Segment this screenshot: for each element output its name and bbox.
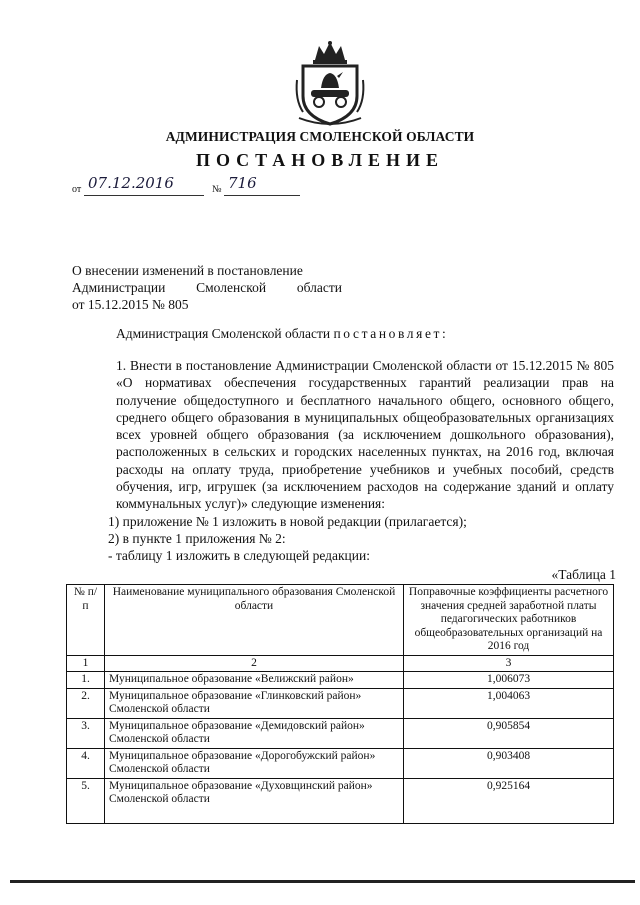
subject-line-1: О внесении изменений в постановление bbox=[72, 263, 303, 278]
organization-title: АДМИНИСТРАЦИЯ СМОЛЕНСКОЙ ОБЛАСТИ bbox=[165, 129, 475, 144]
table-row bbox=[67, 748, 614, 778]
row-num: 4. bbox=[67, 748, 105, 778]
date-value-handwritten: 07.12.2016 bbox=[88, 174, 174, 192]
number-prefix: № bbox=[212, 184, 222, 195]
subject-word: Администрации bbox=[72, 280, 166, 295]
row-value: 0,925164 bbox=[404, 778, 614, 823]
date-underline bbox=[84, 195, 204, 196]
table-row bbox=[67, 778, 614, 823]
row-value: 0,903408 bbox=[404, 748, 614, 778]
row-name: Муниципальное образование «Дорогобужский район» Смоленской области bbox=[105, 748, 404, 778]
header-name: Наименование муниципального образования Смоленской области bbox=[105, 585, 404, 656]
table-row bbox=[67, 672, 614, 689]
row-value: 1,006073 bbox=[404, 672, 614, 689]
col-number: 2 bbox=[105, 655, 404, 672]
item-3: - таблицу 1 изложить в следующей редакции: bbox=[108, 548, 370, 564]
decree-line bbox=[116, 326, 448, 342]
row-num: 2. bbox=[67, 688, 105, 718]
coat-of-arms-emblem bbox=[293, 40, 367, 126]
document-type-title: ПОСТАНОВЛЕНИЕ bbox=[195, 150, 445, 170]
table-caption: «Таблица 1 bbox=[551, 567, 616, 582]
subject-block bbox=[72, 262, 342, 313]
date-prefix: от bbox=[72, 184, 82, 195]
body-text bbox=[72, 357, 614, 565]
row-name: Муниципальное образование «Демидовский район» Смоленской области bbox=[105, 718, 404, 748]
subject-word: области bbox=[296, 280, 342, 295]
coefficients-table bbox=[66, 584, 614, 824]
row-num: 1. bbox=[67, 672, 105, 689]
table-header-row bbox=[67, 585, 614, 656]
decree-verb: постановляет: bbox=[333, 326, 449, 341]
item-2: 2) в пункте 1 приложения № 2: bbox=[108, 530, 286, 546]
row-num: 5. bbox=[67, 778, 105, 823]
item-1: 1) приложение № 1 изложить в новой редакции (прилагается); bbox=[108, 513, 467, 529]
row-value: 0,905854 bbox=[404, 718, 614, 748]
col-number: 3 bbox=[404, 655, 614, 672]
scan-bottom-edge bbox=[10, 880, 635, 883]
col-number: 1 bbox=[67, 655, 105, 672]
row-name: Муниципальное образование «Духовщинский район» Смоленской области bbox=[105, 778, 404, 823]
subject-line-2 bbox=[72, 279, 342, 296]
row-num: 3. bbox=[67, 718, 105, 748]
paragraph-1: 1. Внести в постановление Администрации Смоленской области от 15.12.2015 № 805 «О нормативах обеспечения государственных гарантий реализации прав на получение общедоступного и бесплатного начального общего, основного общего, среднего общего образования в муниципальных общеобразовательных организациях всех уровней общего образования (за исключением дошкольного образования), расположенных в сельских и городских населенных пунктах, на 2016 год, включая расходы на оплату труда, приобретение учебников и учебных пособий, средств обучения, игр, игрушек (за исключением расходов на содержание зданий и оплату коммунальных услуг)» следующие изменения: bbox=[116, 358, 614, 512]
number-value-handwritten: 716 bbox=[228, 174, 257, 192]
column-number-row bbox=[67, 655, 614, 672]
subject-line-3: от 15.12.2015 № 805 bbox=[72, 297, 189, 312]
date-number-line bbox=[72, 176, 312, 196]
row-name: Муниципальное образование «Глинковский район» Смоленской области bbox=[105, 688, 404, 718]
row-value: 1,004063 bbox=[404, 688, 614, 718]
number-underline bbox=[224, 195, 300, 196]
header-coef: Поправочные коэффициенты расчетного значения средней заработной платы педагогических работников общеобразовательных организаций на 2016 год bbox=[404, 585, 614, 656]
table-row bbox=[67, 688, 614, 718]
table-row bbox=[67, 718, 614, 748]
header-num: № п/п bbox=[67, 585, 105, 656]
subject-word: Смоленской bbox=[196, 280, 267, 295]
row-name: Муниципальное образование «Велижский район» bbox=[105, 672, 404, 689]
decree-intro: Администрация Смоленской области bbox=[116, 326, 334, 341]
